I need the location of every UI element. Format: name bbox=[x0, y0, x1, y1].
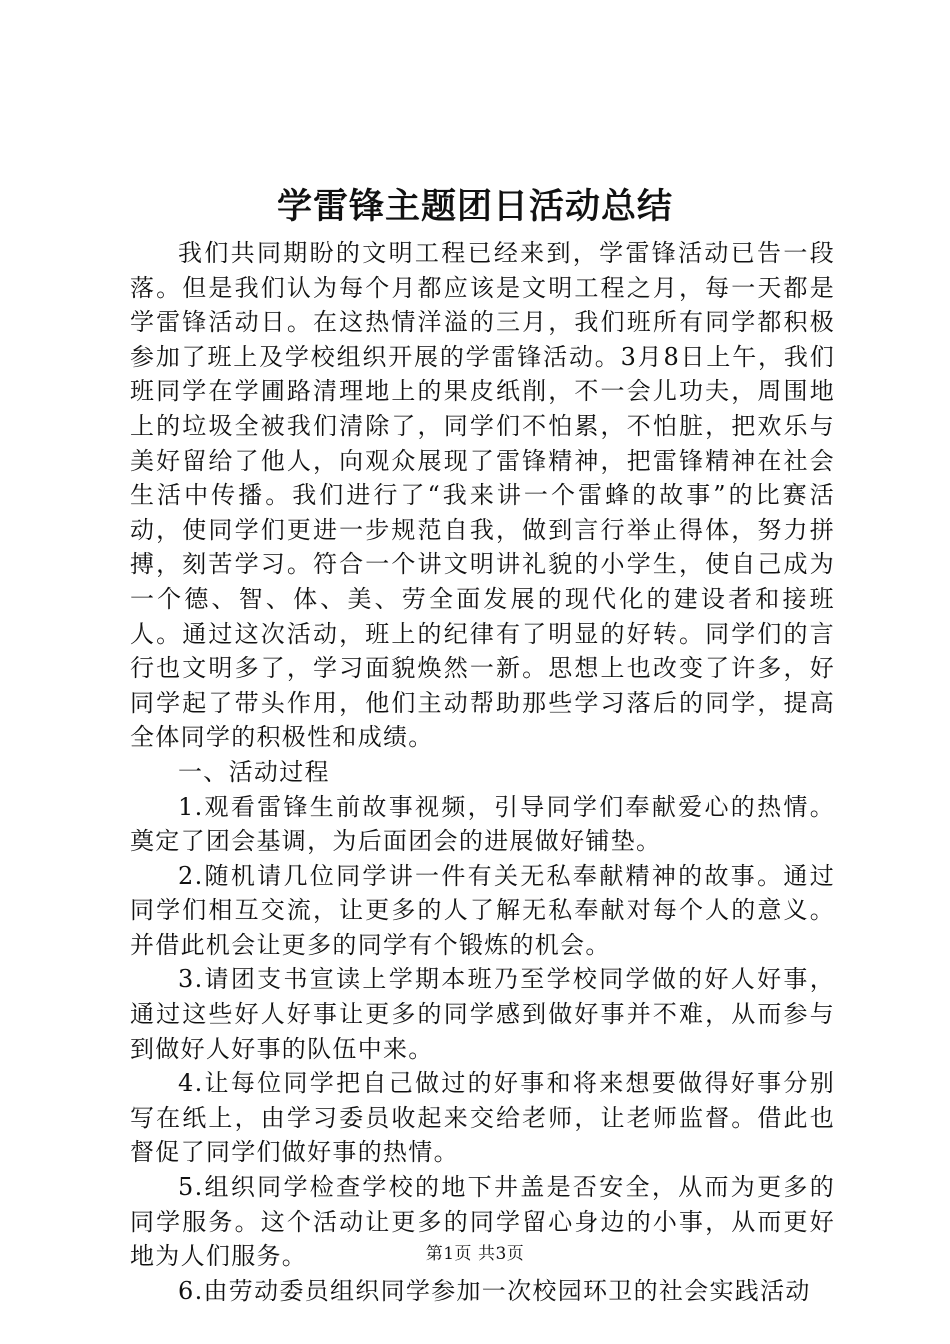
page-number-footer: 第1页 共3页 bbox=[425, 1244, 525, 1264]
list-item: 1.观看雷锋生前故事视频，引导同学们奉献爱心的热情。奠定了团会基调，为后面团会的进展做好铺垫。 bbox=[130, 792, 835, 856]
list-item: 2.随机请几位同学讲一件有关无私奉献精神的故事。通过同学们相互交流，让更多的人了解无私奉献对每个人的意义。并借此机会让更多的同学有个锻炼的机会。 bbox=[130, 861, 835, 959]
document-title: 学雷锋主题团日活动总结 bbox=[276, 186, 673, 227]
list-item: 3.请团支书宣读上学期本班乃至学校同学做的好人好事，通过这些好人好事让更多的同学感到做好事并不难，从而参与到做好人好事的队伍中来。 bbox=[130, 965, 835, 1063]
intro-paragraph: 我们共同期盼的文明工程已经来到，学雷锋活动已告一段落。但是我们认为每个月都应该是文明工程之月，每一天都是学雷锋活动日。在这热情洋溢的三月，我们班所有同学都积极参加了班上及学校组织开展的学雷锋活动。3月8日上午，我们班同学在学圃路清理地上的果皮纸削，不一会儿功夫，周围地上的垃圾全被我们清除了，同学们不怕累，不怕脏，把欢乐与美好留给了他人，向观众展现了雷锋精神，把雷锋精神在社会生活中传播。我们进行了“我来讲一个雷蜂的故事”的比赛活动，使同学们更进一步规范自我，做到言行举止得体，努力拼搏，刻苦学习。符合一个讲文明讲礼貌的小学生，使自己成为一个德、智、体、美、劳全面发展的现代化的建设者和接班人。通过这次活动，班上的纪律有了明显的好转。同学们的言行也文明多了，学习面貌焕然一新。思想上也改变了许多，好同学起了带头作用，他们主动帮助那些学习落后的同学，提高全体同学的积极性和成绩。 bbox=[130, 239, 835, 752]
section-heading: 一、活动过程 bbox=[178, 757, 330, 786]
list-item: 6.由劳动委员组织同学参加一次校园环卫的社会实践活动 bbox=[178, 1276, 811, 1305]
list-item: 5.组织同学检查学校的地下井盖是否安全，从而为更多的同学服务。这个活动让更多的同学留心身边的小事，从而更好地为人们服务。 bbox=[130, 1173, 835, 1271]
document-body bbox=[130, 236, 835, 1308]
list-item: 4.让每位同学把自己做过的好事和将来想要做得好事分别写在纸上，由学习委员收起来交给老师，让老师监督。借此也督促了同学们做好事的热情。 bbox=[130, 1069, 835, 1167]
